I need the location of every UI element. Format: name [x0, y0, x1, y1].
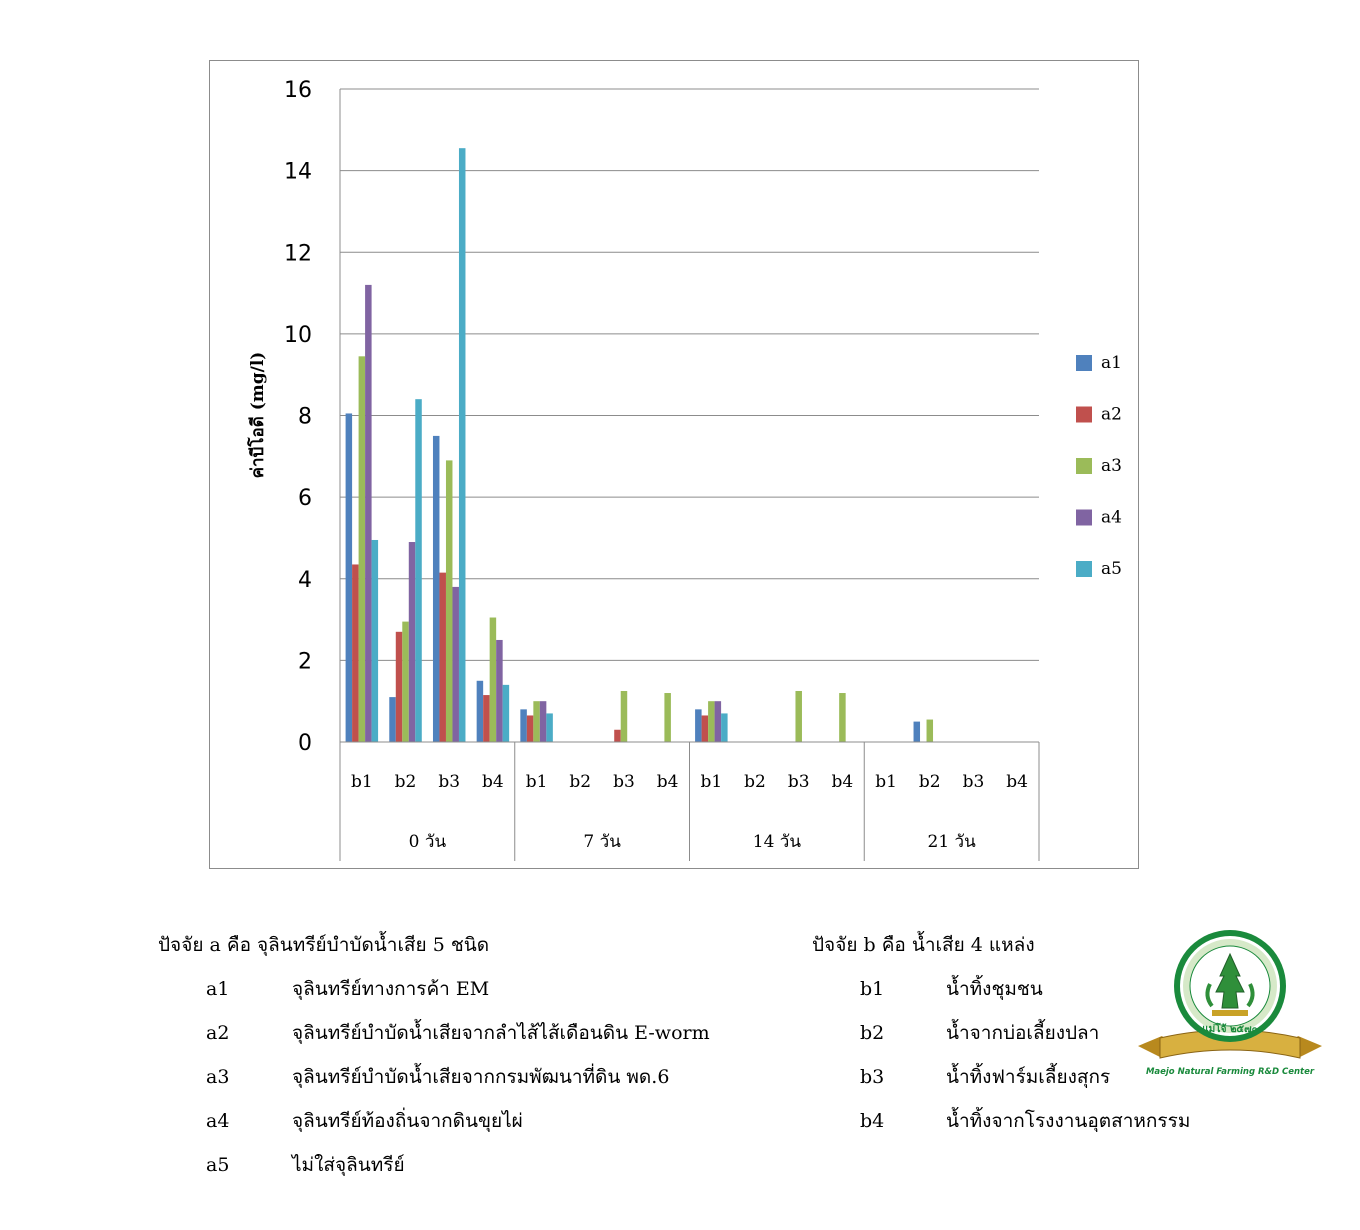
legend-swatch-a3: [1076, 458, 1092, 474]
x-tick-label: b2: [569, 772, 592, 792]
bar-a3: [359, 356, 366, 742]
bar-a5: [546, 713, 553, 742]
group-label: 21 วัน: [927, 832, 976, 852]
factor-a-item: [206, 1011, 758, 1055]
factor-code: b1: [860, 978, 885, 1000]
chart-frame: [209, 60, 1139, 869]
bar-a2: [396, 632, 403, 742]
factor-desc: น้ำทิ้งจากโรงงานอุตสาหกรรม: [946, 1110, 1191, 1132]
bar-a1: [389, 697, 396, 742]
x-tick-label: b3: [962, 772, 985, 792]
factor-desc: จุลินทรีย์ท้องถิ่นจากดินขุยไผ่: [292, 1110, 523, 1132]
factor-desc: น้ำจากบ่อเลี้ยงปลา: [946, 1022, 1100, 1044]
y-tick-label: 10: [284, 322, 312, 348]
bar-a4: [496, 640, 503, 742]
bar-a3: [927, 720, 934, 742]
bar-a4: [715, 701, 722, 742]
bars: [346, 148, 933, 742]
y-tick-label: 4: [298, 567, 312, 593]
x-tick-label: b3: [787, 772, 810, 792]
x-tick-label: b4: [656, 772, 679, 792]
factor-code: a3: [206, 1066, 230, 1088]
legend-swatch-a4: [1076, 510, 1092, 526]
y-tick-label: 16: [284, 78, 312, 103]
bar-a3: [533, 701, 540, 742]
bar-a3: [664, 693, 671, 742]
factor-code: b3: [860, 1066, 885, 1088]
bar-a4: [452, 587, 459, 742]
bar-a3: [621, 691, 628, 742]
bar-a5: [415, 399, 422, 742]
y-tick-label: 6: [298, 486, 312, 512]
bar-a2: [352, 564, 359, 742]
bar-a2: [527, 715, 534, 742]
legend-label: a1: [1101, 353, 1122, 373]
bar-a1: [520, 709, 527, 742]
bar-a2: [483, 695, 490, 742]
y-axis-label: ค่าบีโอดี (mg/l): [248, 351, 268, 479]
x-tick-label: b3: [438, 772, 461, 792]
factor-a-item: [206, 967, 758, 1011]
legend-label: a4: [1101, 507, 1122, 528]
bar-a1: [695, 709, 702, 742]
x-tick-label: b2: [394, 772, 417, 792]
x-tick-label: b1: [875, 772, 897, 792]
bar-a3: [708, 701, 715, 742]
bar-a3: [839, 693, 846, 742]
axes: [340, 89, 1039, 861]
legend-label: a5: [1101, 559, 1122, 579]
factor-code: a1: [206, 978, 230, 1000]
factor-code: b2: [860, 1022, 885, 1044]
y-tick-label: 8: [298, 404, 312, 430]
factor-code: a4: [206, 1110, 230, 1132]
factor-code: a2: [206, 1022, 230, 1044]
bar-a3: [490, 618, 497, 742]
bar-a1: [433, 436, 440, 742]
x-tick-label: b4: [1006, 772, 1029, 792]
x-tick-label: b1: [350, 772, 373, 792]
factor-a-notes: [158, 923, 758, 1187]
bar-chart: [210, 61, 1140, 870]
bar-a2: [614, 730, 621, 742]
factor-code: b4: [860, 1110, 885, 1132]
y-tick-labels: [284, 78, 312, 756]
y-tick-label: 14: [284, 159, 312, 185]
bar-a5: [372, 540, 379, 742]
bar-a2: [702, 715, 709, 742]
logo-ribbon-text: Maejo Natural Farming R&D Center: [1145, 1067, 1315, 1077]
bar-a4: [365, 285, 372, 742]
legend-swatch-a1: [1076, 355, 1092, 371]
factor-desc: น้ำทิ้งฟาร์มเลี้ยงสุกร: [946, 1066, 1111, 1088]
group-label: 14 วัน: [752, 832, 801, 852]
x-tick-label: b1: [525, 772, 548, 792]
x-tick-label: b3: [613, 772, 635, 792]
factor-b-heading: ปัจจัย b คือ น้ำเสีย 4 แหล่ง: [812, 934, 1035, 956]
factor-desc: น้ำทิ้งชุมชน: [946, 978, 1043, 1000]
y-tick-label: 0: [298, 731, 312, 756]
bar-a1: [914, 722, 921, 742]
bar-a2: [439, 573, 446, 742]
bar-a5: [721, 713, 728, 742]
group-label: 0 วัน: [408, 832, 447, 852]
factor-code: a5: [206, 1154, 230, 1176]
x-tick-label: b1: [700, 772, 723, 792]
legend-swatch-a2: [1076, 407, 1092, 423]
legend-label: a3: [1101, 456, 1122, 476]
group-label: 7 วัน: [583, 832, 621, 852]
bar-a1: [477, 681, 484, 742]
legend-label: a2: [1101, 404, 1122, 425]
factor-a-heading: ปัจจัย a คือ จุลินทรีย์บำบัดน้ำเสีย 5 ชนิด: [158, 934, 490, 956]
bar-a3: [402, 622, 409, 742]
factor-a-item: [206, 1143, 758, 1187]
factor-desc: จุลินทรีย์บำบัดน้ำเสียจากลำไส้ไส้เดือนดิน E-worm: [292, 1022, 710, 1044]
bar-a5: [459, 148, 466, 742]
maejo-university-logo: [1132, 924, 1328, 1084]
x-tick-label: b2: [918, 772, 941, 792]
x-tick-label: b4: [482, 772, 504, 792]
factor-desc: ไม่ใส่จุลินทรีย์: [292, 1154, 405, 1176]
bar-a3: [795, 691, 802, 742]
bar-a4: [409, 542, 416, 742]
logo-center-text: แม่โจ้ ๒๕๗๐: [1202, 1024, 1258, 1035]
factor-a-item: [206, 1055, 758, 1099]
bar-a5: [503, 685, 510, 742]
y-tick-label: 12: [284, 241, 312, 267]
bar-a3: [446, 460, 453, 742]
bar-a4: [540, 701, 547, 742]
factor-desc: จุลินทรีย์ทางการค้า EM: [292, 978, 490, 1000]
x-tick-label: b2: [744, 772, 766, 792]
legend: [1076, 353, 1122, 579]
y-tick-label: 2: [298, 649, 312, 675]
factor-a-item: [206, 1099, 758, 1143]
x-tick-label: b4: [831, 772, 854, 792]
factor-b-item: [860, 1099, 1232, 1143]
factor-desc: จุลินทรีย์บำบัดน้ำเสียจากกรมพัฒนาที่ดิน พด.6: [292, 1066, 670, 1088]
legend-swatch-a5: [1076, 561, 1092, 577]
bar-a1: [346, 413, 353, 742]
